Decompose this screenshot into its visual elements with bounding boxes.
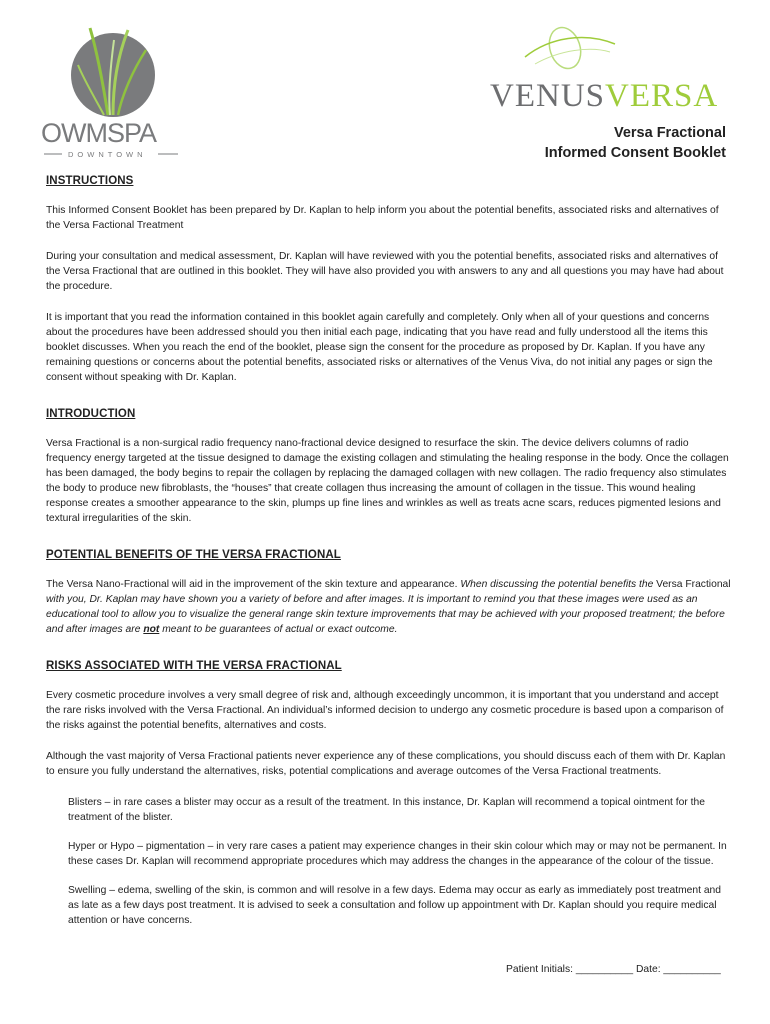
- venus-versa-logo: [490, 22, 740, 117]
- owm-spa-logo: [38, 20, 188, 160]
- brand-versa: VERSA: [605, 78, 719, 114]
- benefits-section: [46, 548, 732, 637]
- benefits-heading: POTENTIAL BENEFITS OF THE VERSA FRACTIONAL: [46, 549, 341, 561]
- logo-downtown-text: DOWNTOWN: [68, 150, 147, 159]
- risk-item-blisters: Blisters – in rare cases a blister may occur as a result of the treatment. In this instance, Dr. Kaplan will recommend a topical ointment for the treatment of the blister.: [68, 797, 705, 823]
- benefits-text-4: with you, Dr. Kaplan may have shown you a variety of before and after images. It is important to remind you that these images were used as an educational tool to allow you to visualize the general range skin texture improvements that may be achieved with your proposed treatment; the before and after images are: [46, 594, 725, 635]
- swirl-icon: [490, 22, 740, 82]
- introduction-paragraph: Versa Fractional is a non-surgical radio frequency nano-fractional device designed to resurface the skin. The device delivers columns of radio frequency energy targeted at the tissue designed to damage the existing collagen and stimulating the healing response in the body. Once the collagen has been damaged, the body begins to repair the collagen by replacing the damaged collagen with new collagen. The radio frequency also stimulates the body to produce new fibroblasts, the “houses” that create collagen thus increasing the amount of collagen in the tissue. This wound healing response creates a smoother appearance to the skin, plumps up fine lines and wrinkles as well as treats acne scars, reduces pigmented lesions and textural irregularities of the skin.: [46, 438, 729, 524]
- patient-initials-date[interactable]: Patient Initials: __________ Date: __________: [506, 964, 721, 975]
- benefits-paragraph: [46, 577, 732, 637]
- introduction-section: [46, 407, 732, 526]
- brand-wordmark: [490, 78, 718, 115]
- benefits-text-2: When discussing the potential benefits the: [460, 579, 657, 590]
- introduction-heading: INTRODUCTION: [46, 408, 136, 420]
- title-line-1: Versa Fractional: [613, 125, 726, 141]
- document-body: [46, 174, 732, 950]
- instructions-paragraph-3: It is important that you read the information contained in this booklet again carefully and completely. Only when all of your questions and concerns about the procedures have been addressed should you then initial each page, indicating that you have read and fully understood all the items this booklet discusses. When you reach the end of the booklet, please sign the consent for the procedure as proposed by Dr. Kaplan. If you have any remaining questions or concerns about the potential benefits, associated risks or alternatives of the Venus Viva, do not initial any pages or sign the consent without speaking with Dr. Kaplan.: [46, 312, 713, 383]
- brand-venus: VENUS: [490, 78, 606, 114]
- title-line-2: Informed Consent Booklet: [544, 145, 726, 161]
- logo-owm-text: OWMSPA: [41, 118, 156, 148]
- risks-heading: RISKS ASSOCIATED WITH THE VERSA FRACTIONAL: [46, 660, 342, 672]
- benefits-text-5: meant to be guarantees of actual or exact outcome.: [159, 624, 398, 635]
- document-title: [545, 123, 726, 163]
- risks-section: [46, 659, 732, 928]
- instructions-heading: INSTRUCTIONS: [46, 175, 134, 187]
- instructions-paragraph-1: This Informed Consent Booklet has been prepared by Dr. Kaplan to help inform you about the potential benefits, associated risks and alternatives of the Versa Factional Treatment: [46, 205, 719, 231]
- risks-paragraph-1: Every cosmetic procedure involves a very small degree of risk and, although exceedingly uncommon, it is important that you understand and accept the rare risks involved with the Versa Fractional. An individual’s informed decision to undergo any cosmetic procedure is based upon a comparison of the risks against the potential benefits, alternatives and costs.: [46, 690, 724, 731]
- benefits-text-1: The Versa Nano-Fractional will aid in the improvement of the skin texture and appearance.: [46, 579, 461, 590]
- risk-item-pigmentation: Hyper or Hypo – pigmentation – in very rare cases a patient may experience changes in their skin colour which may or may not be permanent. In these cases Dr. Kaplan will recommend appropriate procedures which may address the changes in the appearance of the colour of the tissue.: [68, 841, 727, 867]
- instructions-paragraph-2: During your consultation and medical assessment, Dr. Kaplan will have reviewed with you the potential benefits, associated risks and alternatives of the Versa Fractional that are outlined in this booklet. They will have also provided you with answers to any and all questions you may have had about the procedure.: [46, 251, 724, 292]
- instructions-section: [46, 174, 732, 385]
- risks-paragraph-2: Although the vast majority of Versa Fractional patients never experience any of these complications, you should discuss each of them with Dr. Kaplan to ensure you fully understand the alternatives, risks, potential complications and average outcomes of the Versa Fractional treatments.: [46, 751, 726, 777]
- benefits-text-3: Versa Fractional: [656, 579, 731, 590]
- benefits-emphasis: not: [143, 624, 160, 635]
- risk-item-swelling: Swelling – edema, swelling of the skin, is common and will resolve in a few days. Edema may occur as early as immediately post treatment and as late as a few days post treatment. It is advised to seek a consultation and follow up appointment with Dr. Kaplan should you require medical attention or have concerns.: [68, 885, 722, 926]
